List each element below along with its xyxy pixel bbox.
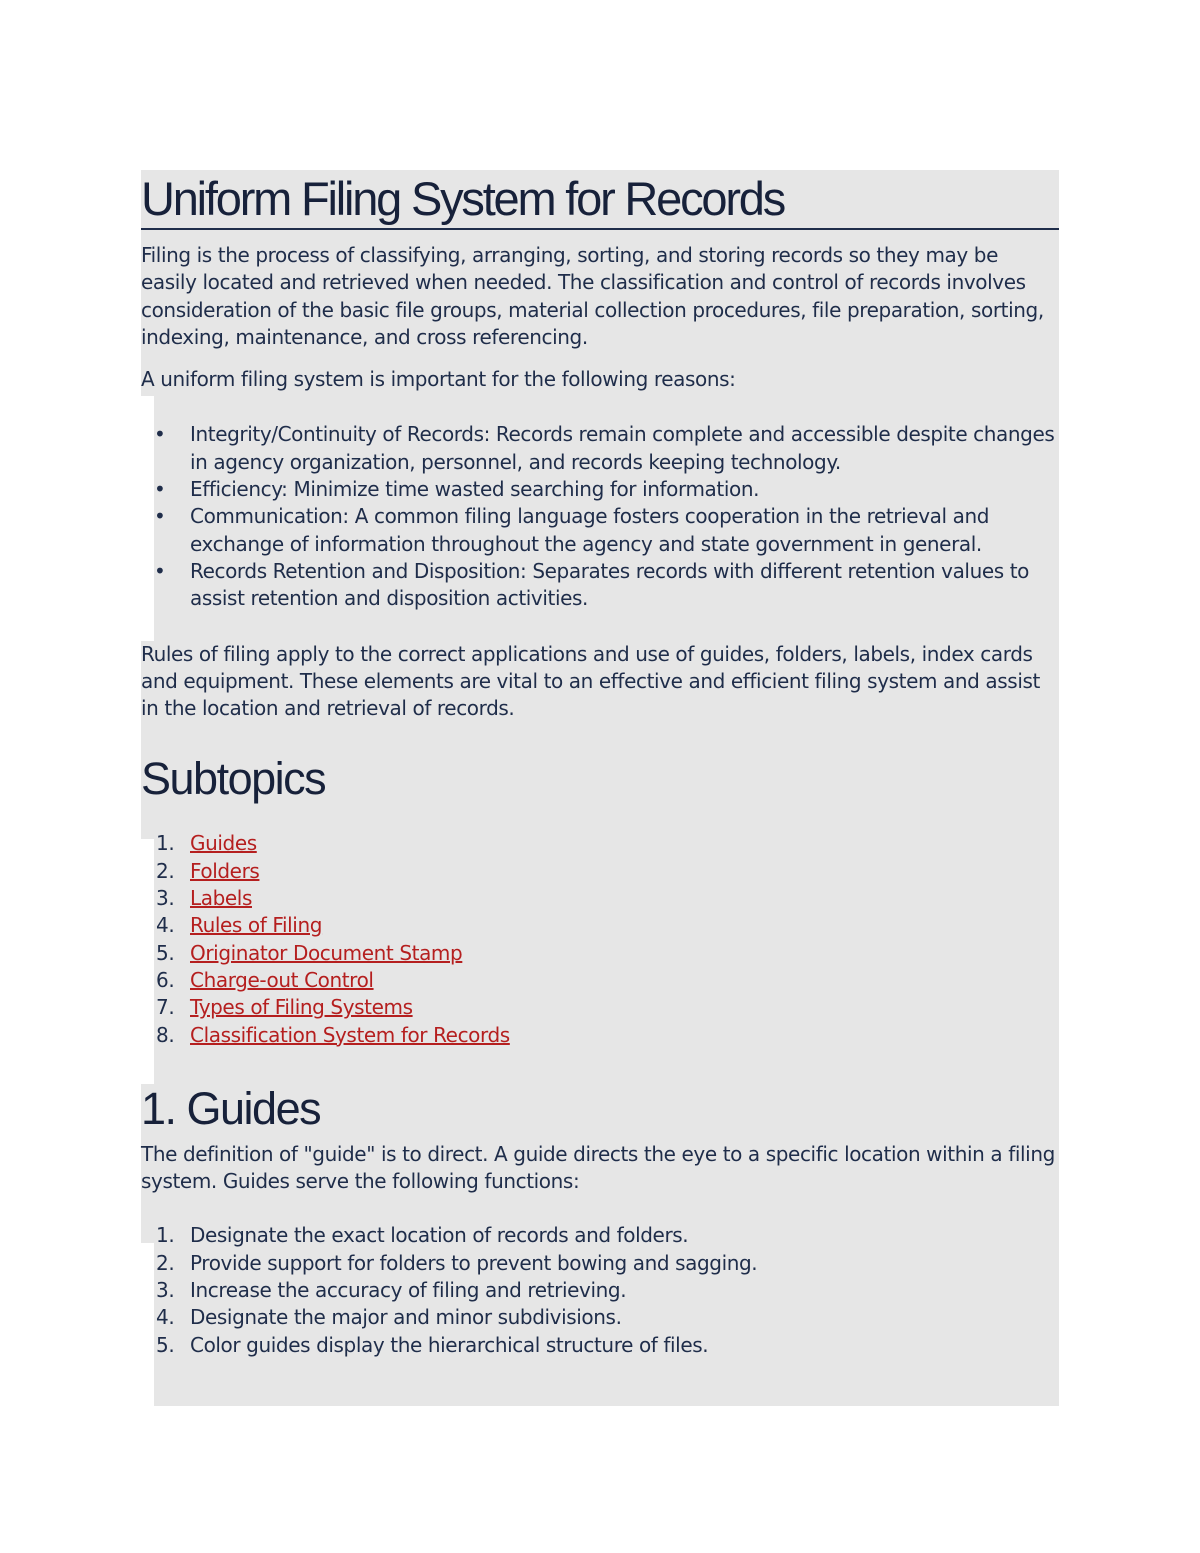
subtopic-link-classification-system-for-records[interactable]: Classification System for Records [190, 1022, 510, 1047]
function-text: Designate the major and minor subdivisions. [190, 1305, 622, 1330]
list-number: 5. [156, 940, 175, 965]
list-number: 3. [156, 886, 175, 911]
reason-text: Communication: A common filing language fosters cooperation in the retrieval and exchange of information throughout the agency and state government in general. [190, 504, 990, 556]
subtopics-list [141, 830, 1059, 1048]
list-item [141, 1332, 1059, 1359]
reasons-intro: A uniform filing system is important for the following reasons: [141, 367, 736, 392]
page-title: Uniform Filing System for Records [141, 170, 1059, 230]
bullet-icon: • [154, 504, 166, 529]
list-number: 3. [156, 1278, 175, 1303]
list-item [141, 1222, 1059, 1249]
list-item [141, 476, 1059, 503]
list-item [141, 830, 1059, 857]
list-number: 1. [156, 1223, 175, 1248]
reason-text: Efficiency: Minimize time wasted searching for information. [190, 477, 760, 502]
subtopic-link-originator-document-stamp[interactable]: Originator Document Stamp [190, 940, 463, 965]
subtopic-link-guides[interactable]: Guides [190, 831, 257, 856]
function-text: Designate the exact location of records and folders. [190, 1223, 689, 1248]
bullet-icon: • [154, 558, 166, 583]
list-item [141, 994, 1059, 1021]
list-item [141, 421, 1059, 476]
list-item [141, 1022, 1059, 1049]
bullet-icon: • [154, 477, 166, 502]
list-item [141, 1277, 1059, 1304]
list-item [141, 885, 1059, 912]
function-text: Provide support for folders to prevent bowing and sagging. [190, 1250, 758, 1275]
intro-paragraph: Filing is the process of classifying, arranging, sorting, and storing records so they may be easily located and retrieved when needed. The classification and control of records involves consideration of the basic file groups, material collection procedures, file preparation, sorting, indexing, maintenance, and cross referencing. [141, 243, 1044, 349]
document-body [141, 170, 1059, 1359]
list-item [141, 1250, 1059, 1277]
reason-text: Records Retention and Disposition: Separates records with different retention values to assist retention and disposition activities. [190, 558, 1030, 611]
subtopic-link-types-of-filing-systems[interactable]: Types of Filing Systems [190, 995, 413, 1020]
bullet-icon: • [154, 422, 166, 447]
list-number: 1. [156, 831, 175, 856]
reason-text: Integrity/Continuity of Records: Records remain complete and accessible despite changes in agency organization, personnel, and records keeping technology. [190, 422, 1055, 474]
list-number: 8. [156, 1022, 175, 1047]
list-number: 7. [156, 995, 175, 1020]
subtopic-link-rules-of-filing[interactable]: Rules of Filing [190, 913, 323, 938]
list-number: 4. [156, 913, 175, 938]
list-number: 2. [156, 858, 175, 883]
list-number: 4. [156, 1305, 175, 1330]
list-item [141, 858, 1059, 885]
guides-heading: 1. Guides [141, 1082, 321, 1134]
list-number: 2. [156, 1250, 175, 1275]
guides-intro: The definition of "guide" is to direct. A guide directs the eye to a specific location within a filing system. Guides serve the following functions: [141, 1141, 1055, 1194]
rules-paragraph: Rules of filing apply to the correct applications and use of guides, folders, labels, index cards and equipment. These elements are vital to an effective and efficient filing system and assist in the location and retrieval of records. [141, 641, 1040, 721]
list-item [141, 503, 1059, 558]
list-number: 6. [156, 967, 175, 992]
list-item [141, 558, 1059, 613]
subtopics-heading: Subtopics [141, 753, 326, 805]
reasons-list [141, 421, 1059, 612]
list-item [141, 967, 1059, 994]
guide-functions-list [141, 1222, 1059, 1358]
list-item [141, 1304, 1059, 1331]
list-item [141, 912, 1059, 939]
subtopic-link-labels[interactable]: Labels [190, 886, 252, 911]
subtopic-link-charge-out-control[interactable]: Charge-out Control [190, 967, 374, 992]
subtopic-link-folders[interactable]: Folders [190, 858, 260, 883]
function-text: Increase the accuracy of filing and retrieving. [190, 1278, 627, 1303]
list-number: 5. [156, 1332, 175, 1357]
function-text: Color guides display the hierarchical structure of files. [190, 1332, 709, 1357]
list-item [141, 940, 1059, 967]
